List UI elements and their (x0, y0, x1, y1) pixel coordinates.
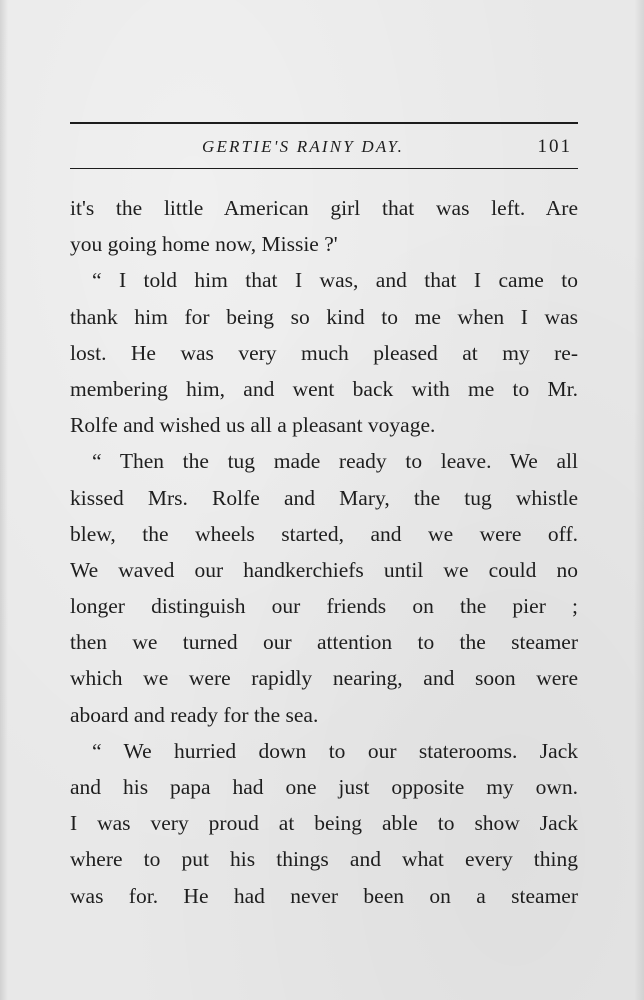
page-number: 101 (537, 136, 572, 157)
text-line: Rolfe and wished us all a pleasant voyage. (70, 413, 436, 438)
page-header (70, 133, 578, 161)
text-line: you going home now, Missie ?' (70, 232, 338, 257)
text-line: was for. He had never been on a steamer (70, 883, 578, 908)
text-line: it's the little American girl that was left. Are (70, 196, 578, 220)
paragraph-4 (70, 733, 578, 914)
page-gutter-shadow (0, 0, 8, 1000)
paragraph-1 (70, 190, 578, 262)
text-line: I was very proud at being able to show Jack (70, 811, 578, 836)
text-line: membering him, and went back with me to Mr. (70, 376, 578, 401)
page-edge-shadow (634, 0, 644, 1000)
text-line: We waved our handkerchiefs until we could no (70, 557, 578, 582)
header-rule-bottom (70, 168, 578, 169)
text-line: aboard and ready for the sea. (70, 702, 319, 727)
paragraph-3 (70, 443, 578, 733)
header-rule-top (70, 122, 578, 124)
text-line: lost. He was very much pleased at my re- (70, 340, 578, 365)
text-line: “ We hurried down to our staterooms. Jack (92, 738, 578, 763)
text-line: kissed Mrs. Rolfe and Mary, the tug whistle (70, 485, 578, 510)
text-line: blew, the wheels started, and we were off. (70, 521, 578, 546)
text-line: then we turned our attention to the steamer (70, 630, 578, 655)
text-line: thank him for being so kind to me when I was (70, 304, 578, 329)
paragraph-2 (70, 262, 578, 443)
body-text (70, 190, 578, 914)
text-line: “ I told him that I was, and that I came to (92, 268, 578, 293)
text-line: where to put his things and what every thing (70, 847, 578, 872)
text-line: and his papa had one just opposite my own. (70, 775, 578, 799)
text-line: which we were rapidly nearing, and soon were (70, 666, 578, 691)
running-head: GERTIE'S RAINY DAY. (202, 137, 405, 156)
text-line: “ Then the tug made ready to leave. We all (92, 449, 578, 474)
text-line: longer distinguish our friends on the pier ; (70, 594, 578, 619)
